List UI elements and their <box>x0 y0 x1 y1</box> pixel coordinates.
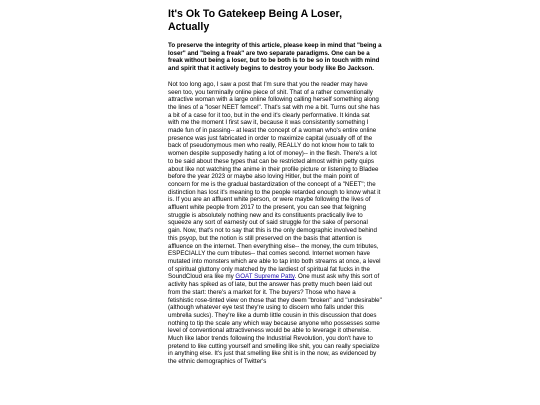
article-body-part-1: Not too long ago, I saw a post that I'm sure that you the reader may have seen too, you terminally online piece of shit. That of a rather conventionally attractive woman with a large online following calling herself something along the lines of a "loser NEET femcel". That's sat with me a bit. Turns out she has a bit of a case for it too, but in the end it's clearly performative. It kinda sat with me the moment I first saw it, because it was consistently something I made fun of in passing-- at least the concept of a woman who's entire online presence was just fabricated in order to maximize capital (usually off of the back of pseudonymous men who really, REALLY do not know how to talk to women despite supposedly hating a lot of money)-- in the flesh. There's a lot to be said about these types that can be restricted almost within petty quips about like not watching the anime in their profile picture or listening to Bladee before the year 2023 or maybe also loving Hitler, but the main point of concern for me is the gradual bastardization of the concept of a "NEET"; the distinction has lost it's meaning to the people retarded enough to know what it is. If you are an affluent white person, or were maybe following the lives of affluent white people from 2017 to the present, you can see that feigning struggle is absolutely nothing new and its constituents practically live to squeeze any sort of earnesty out of said struggle for the sake of personal gain. Now, that's not to say that this is the only demographic involved behind this psyop, but the notion is still preserved on the basis that attention is affluence on the internet. Then everything else-- the money, the cum tributes, ESPECIALLY the cum tributes-- that comes second. Internet women have mutated into monsters which are able to tap into both streams at once, a level of spiritual gluttony only matched by the lardiest of spiritual fat fucks in the SoundCloud era like my <box>168 80 381 281</box>
article-body <box>168 81 382 366</box>
article-title: It's Ok To Gatekeep Being A Loser, Actually <box>168 8 343 33</box>
supreme-patty-link[interactable]: GOAT Supreme Patty <box>235 273 295 281</box>
article-body-part-2: . One must ask why this sort of activity has spiked as of late, but the answer has pretty much been laid out from the start: there's a market for it. The buyers? Those who have a fetishistic rose-tinted view on those that they deem "broken" and "undesirable" (although whatever eye test they're using to discern who falls under this umbrella sucks). They're like a dumb little cousin in this discussion that does nothing to tip the scale any which way because anyone who possesses some level of conventional attractiveness would be able to leverage it otherwise. Much like labor trends following the Industrial Revolution, you don't have to pretend to like cutting yourself and smelling like shit, you can really specialize in anything else. It's just that smelling like shit is in the now, as evidenced by the ethnic demographics of Twitter's <box>168 273 382 366</box>
article-lede: To preserve the integrity of this article, please keep in mind that "being a loser" and "being a freak" are two separate paradigms. One can be a freak without being a loser, but to be both is to be so in touch with mind and spirit that it actively begins to destroy your body like Bo Jackson. <box>168 42 382 73</box>
article <box>168 8 382 366</box>
